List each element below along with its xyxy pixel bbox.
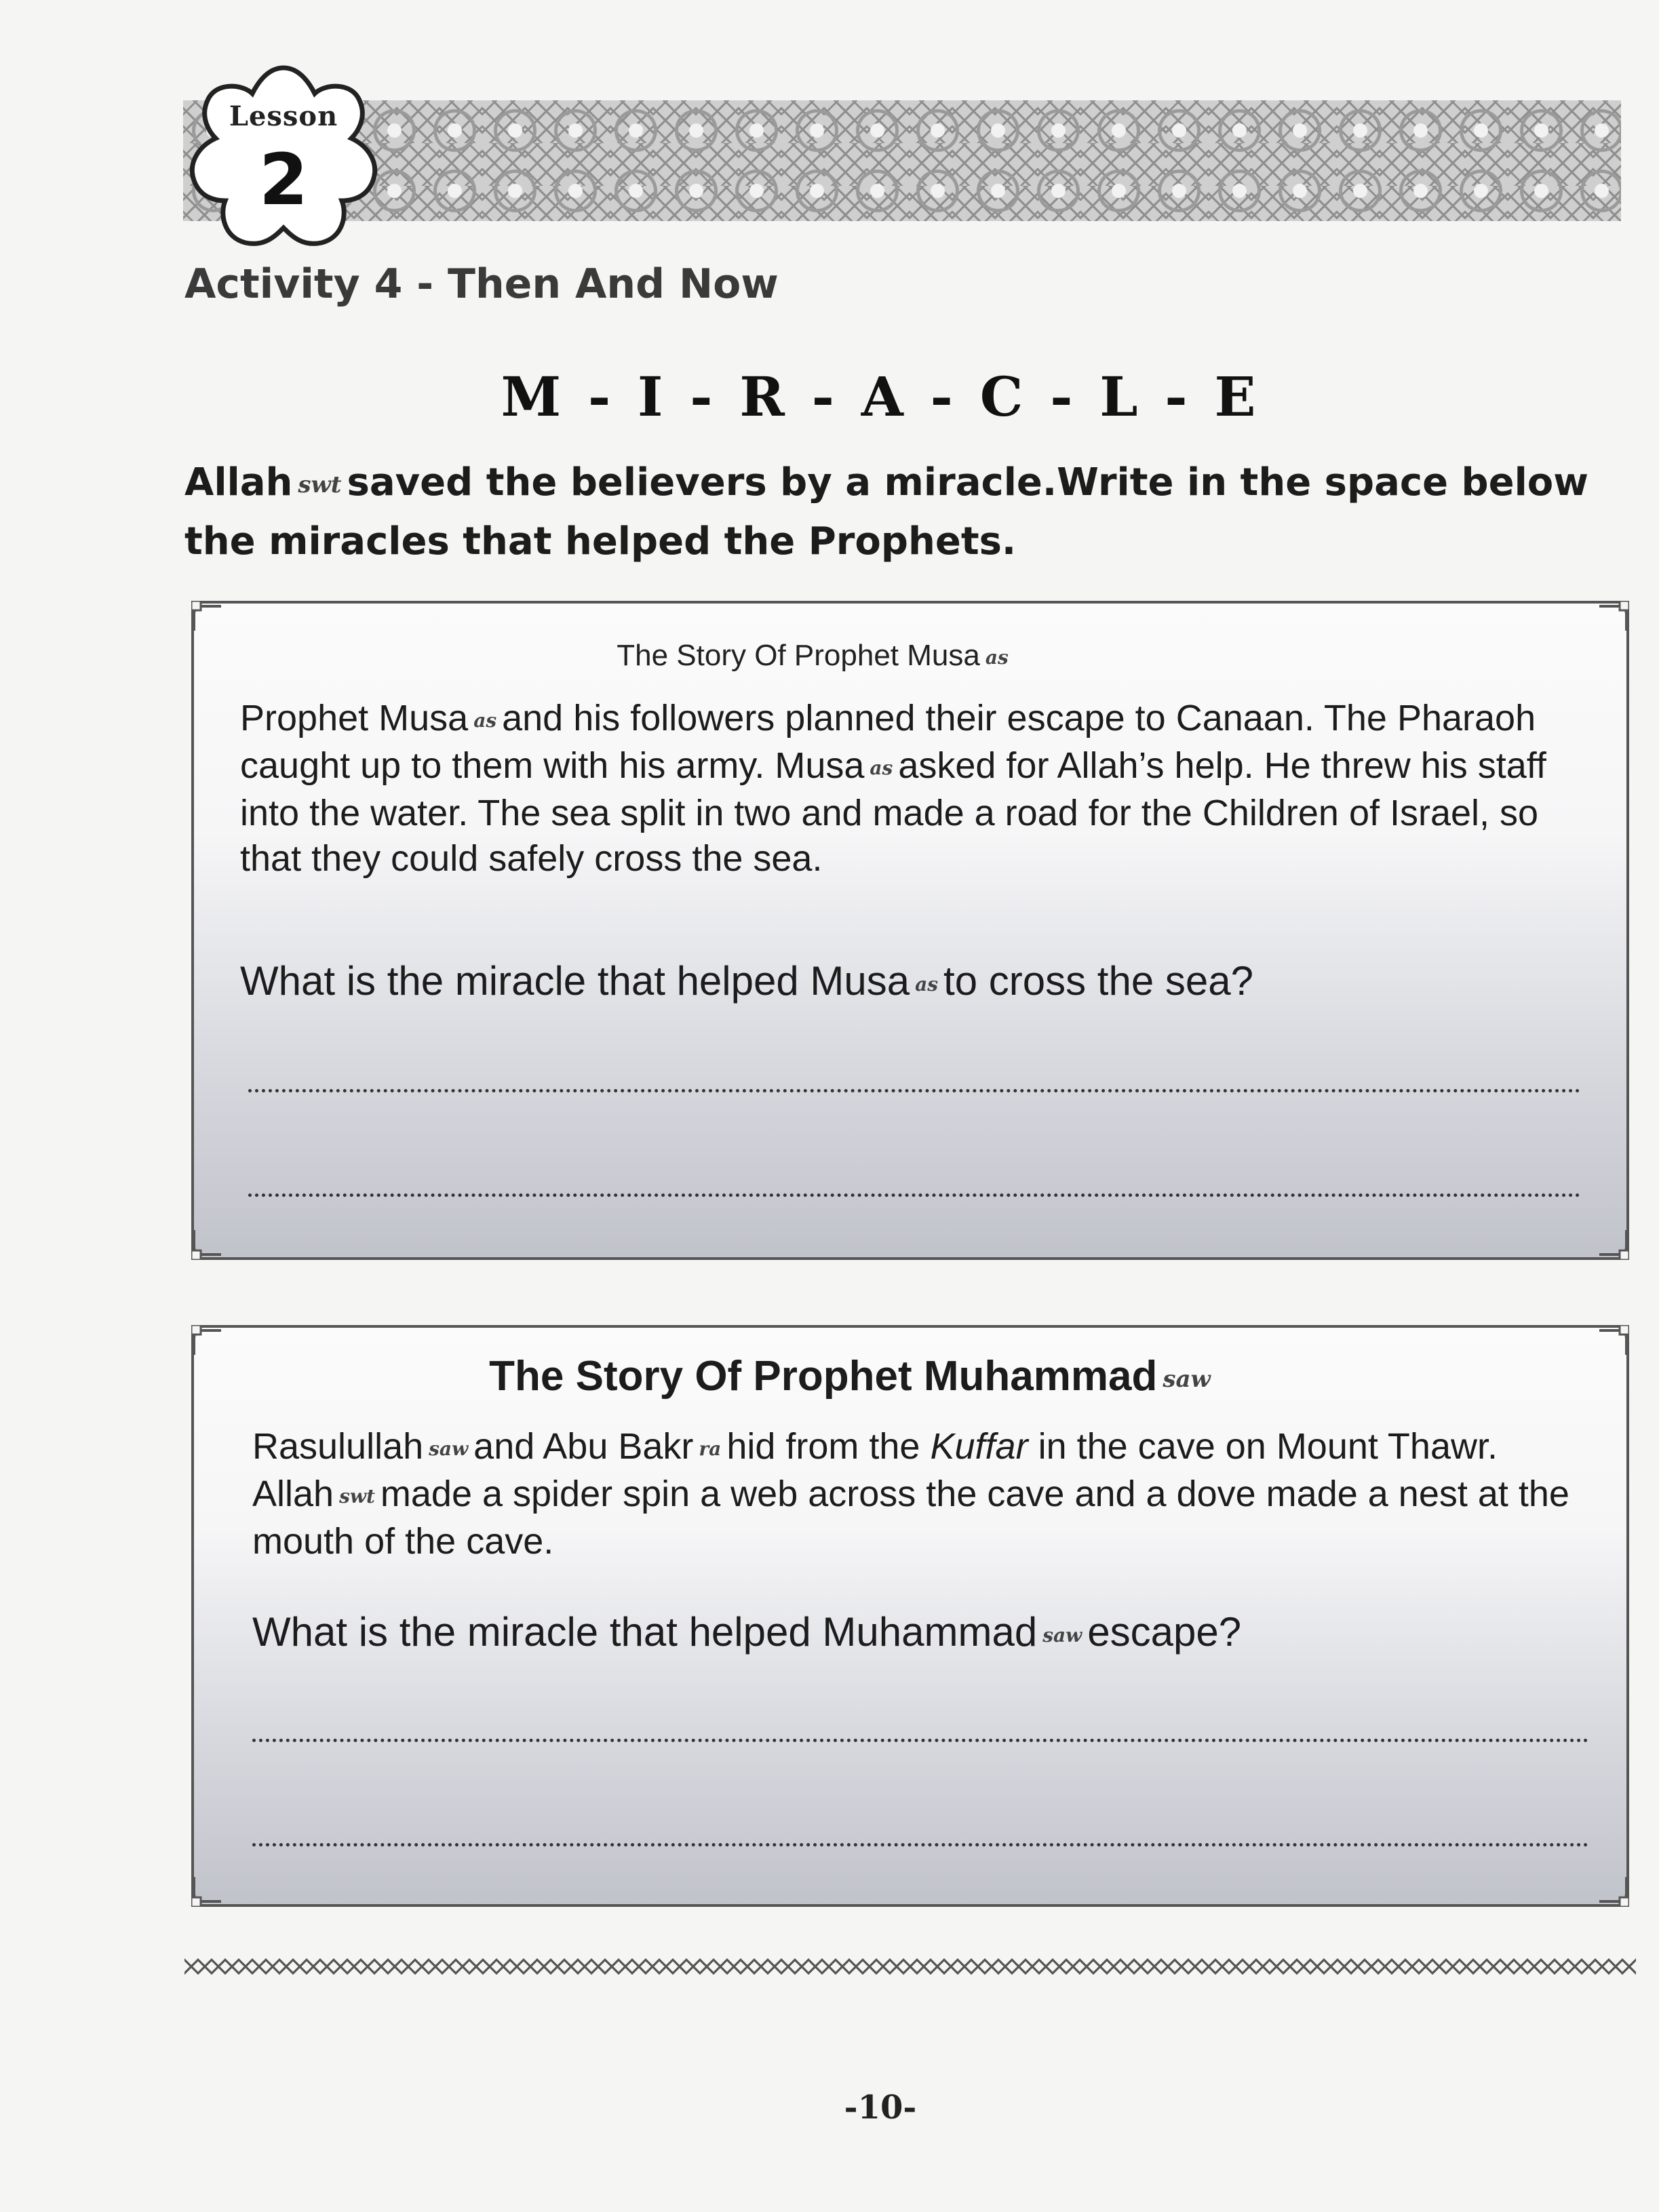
story-title xyxy=(194,1352,1626,1400)
honorific-as: as xyxy=(915,972,939,995)
page-number: -10- xyxy=(844,2089,917,2127)
honorific-saw: saw xyxy=(1163,1365,1211,1393)
story-title-text: The Story Of Prophet Musa xyxy=(617,639,980,672)
story-text-part: in the cave on Mount Thawr. Allah xyxy=(252,1426,1498,1515)
story-text xyxy=(240,696,1583,882)
question-part: escape? xyxy=(1087,1609,1242,1655)
intro-part1: Allah xyxy=(184,460,293,505)
corner-ornament-icon xyxy=(1597,601,1629,633)
story-text-part: asked for Allah’s help. He threw his staff into the water. The sea split in two and made a road for the Children of Israel, so that they could safely cross the sea. xyxy=(240,745,1546,880)
honorific-saw: saw xyxy=(1042,1623,1082,1646)
corner-ornament-icon xyxy=(191,601,224,633)
honorific-ra: ra xyxy=(699,1438,722,1461)
story-text-italic: Kuffar xyxy=(930,1426,1028,1467)
answer-line[interactable] xyxy=(248,1089,1580,1092)
honorific-swt: swt xyxy=(298,471,342,498)
question-part: What is the miracle that helped Musa xyxy=(240,958,910,1004)
intro-part2: saved the believers by a miracle.Write in the space below the miracles that helped the Prophets. xyxy=(184,460,1589,564)
honorific-saw: saw xyxy=(429,1438,469,1461)
story-text-part: Prophet Musa xyxy=(240,698,469,738)
story-text-part: Rasulullah xyxy=(252,1426,424,1467)
lesson-label: Lesson xyxy=(229,100,338,132)
honorific-as: as xyxy=(985,646,1009,669)
intro-text xyxy=(184,454,1636,570)
corner-ornament-icon xyxy=(1597,1227,1629,1260)
lesson-badge xyxy=(182,58,385,255)
story-box-muhammad xyxy=(191,1325,1629,1907)
answer-line[interactable] xyxy=(248,1193,1580,1197)
story-text xyxy=(252,1424,1595,1564)
story-box-musa xyxy=(191,601,1629,1260)
answer-line[interactable] xyxy=(252,1739,1588,1742)
question-part: to cross the sea? xyxy=(943,958,1253,1004)
question xyxy=(252,1608,1241,1655)
activity-title: Activity 4 - Then And Now xyxy=(184,260,779,308)
honorific-as: as xyxy=(473,709,497,732)
answer-line[interactable] xyxy=(252,1843,1588,1846)
honorific-swt: swt xyxy=(339,1485,375,1508)
corner-ornament-icon xyxy=(191,1874,224,1907)
story-text-part: made a spider spin a web across the cave and a dove made a nest at the mouth of the cave. xyxy=(252,1474,1569,1562)
story-title-text: The Story Of Prophet Muhammad xyxy=(489,1353,1158,1400)
story-text-part: and his followers planned their escape to Canaan. The Pharaoh caught up to them with his army. Musa xyxy=(240,698,1536,787)
story-title xyxy=(194,639,1626,673)
corner-ornament-icon xyxy=(1597,1874,1629,1907)
question xyxy=(240,957,1253,1004)
lesson-number: 2 xyxy=(258,138,309,221)
lesson-banner xyxy=(183,100,1621,221)
honorific-as: as xyxy=(870,757,893,780)
question-part: What is the miracle that helped Muhammad xyxy=(252,1609,1038,1655)
story-text-part: and Abu Bakr xyxy=(473,1426,694,1467)
word-title: M - I - R - A - C - L - E xyxy=(501,365,1260,429)
decorative-divider xyxy=(184,1958,1636,1975)
story-text-part: hid from the xyxy=(726,1426,920,1467)
corner-ornament-icon xyxy=(191,1227,224,1260)
